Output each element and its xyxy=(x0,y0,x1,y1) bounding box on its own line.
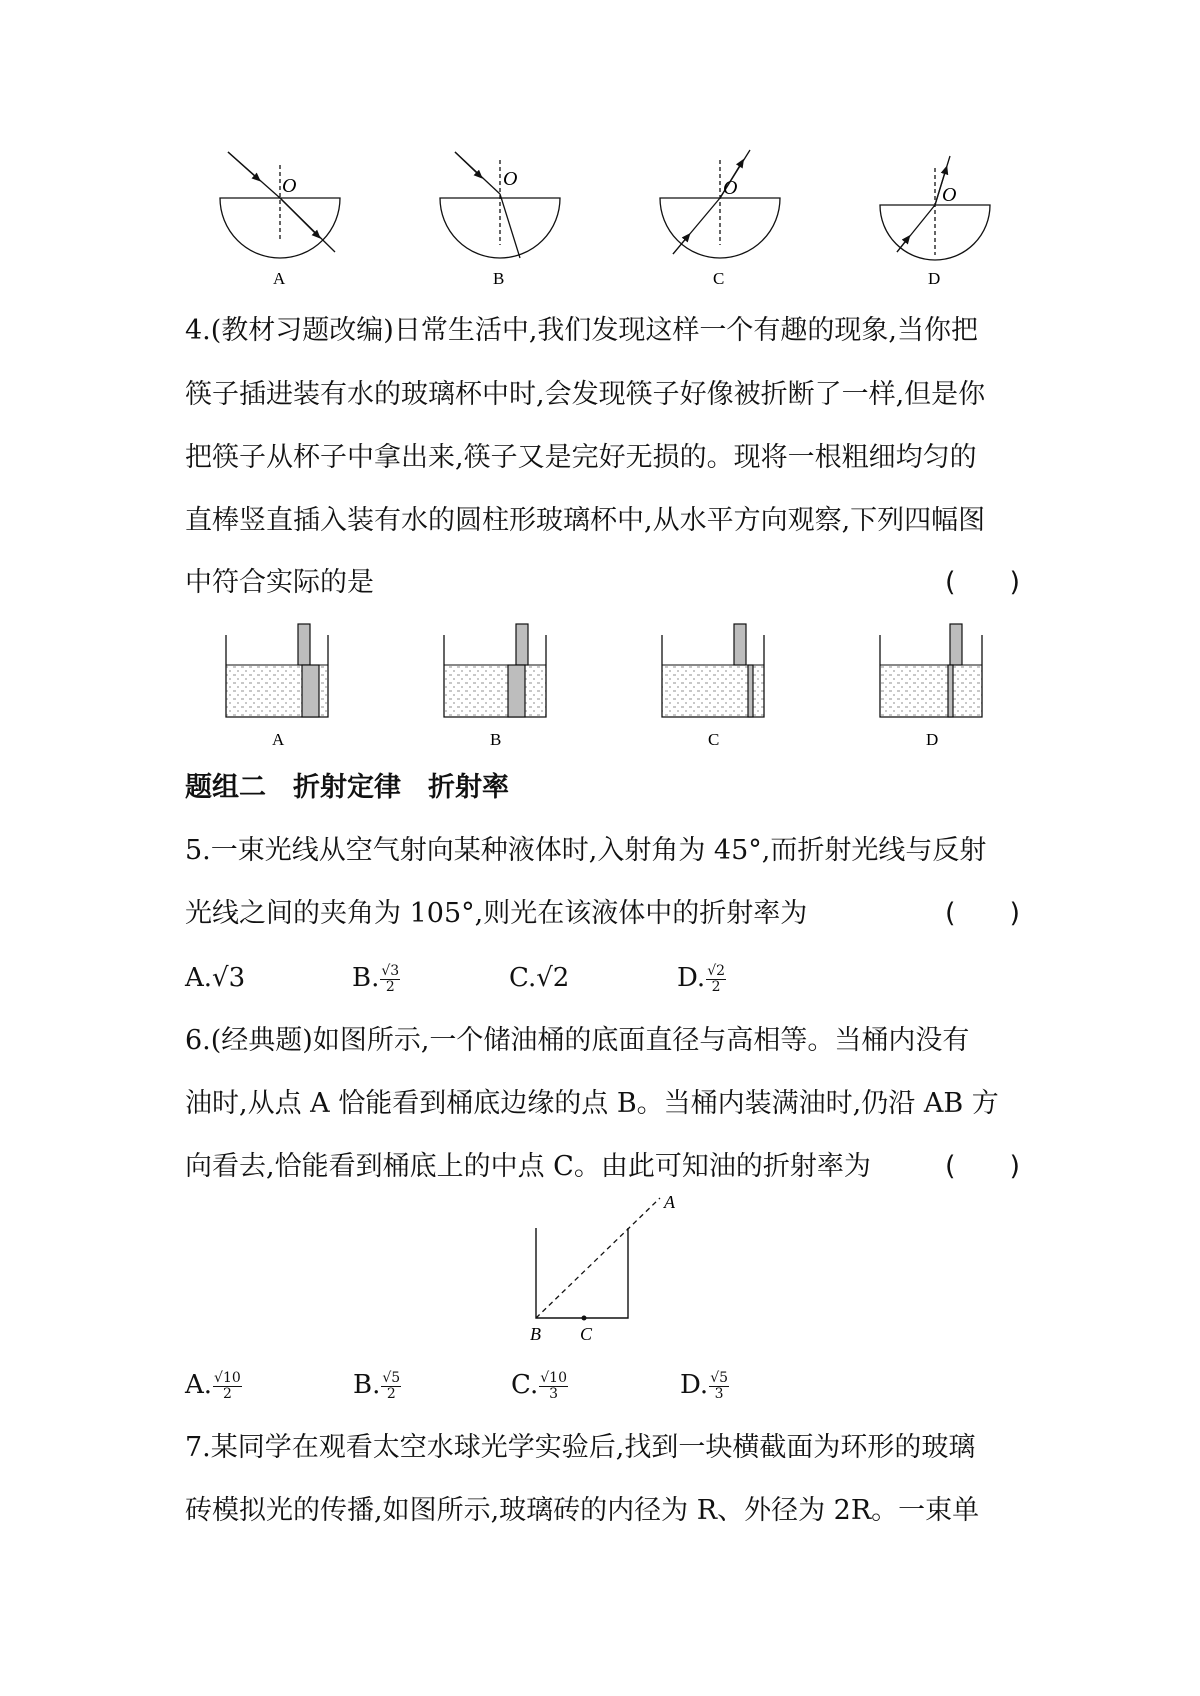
point-o-label-c: O xyxy=(723,177,738,199)
q5-answer-bracket: ( ) xyxy=(945,898,1021,929)
q4-line-5: 中符合实际的是 xyxy=(185,567,374,598)
diagram-label-c: C xyxy=(713,269,725,288)
point-c-label: C xyxy=(580,1324,593,1344)
q7-line-2: 砖模拟光的传播,如图所示,玻璃砖的内径为 R、外径为 2R。一束单 xyxy=(185,1495,980,1526)
q6-option-b: B. $\frac{√5}{2}$ xyxy=(353,1369,401,1402)
point-a-label: A xyxy=(664,1192,675,1212)
rod-diagram-b xyxy=(444,624,546,717)
q6-answer-bracket: ( ) xyxy=(945,1151,1021,1182)
point-o-label-b: O xyxy=(503,168,518,190)
diagram-label-d: D xyxy=(928,269,941,288)
q6-option-a: A. $\frac{√10}{2}$ xyxy=(185,1369,241,1402)
q4-line-2: 筷子插进装有水的玻璃杯中时,会发现筷子好像被折断了一样,但是你 xyxy=(185,379,986,410)
q6-option-c: C. $\frac{√10}{3}$ xyxy=(511,1369,567,1402)
rod-label-b: B xyxy=(490,730,502,745)
q5-option-d: D. $\frac{√2}{2}$ xyxy=(677,962,726,995)
q5-option-c: C.√2 xyxy=(509,963,570,993)
rod-diagram-a xyxy=(226,624,328,717)
rod-label-d: D xyxy=(926,730,939,745)
rod-diagram-d xyxy=(880,624,982,717)
section-heading: 题组二 折射定律 折射率 xyxy=(185,772,509,803)
q5-line-1: 5.一束光线从空气射向某种液体时,入射角为 45°,而折射光线与反射 xyxy=(185,835,987,866)
refraction-diagram-a xyxy=(220,152,340,258)
q5-option-b: B. $\frac{√3}{2}$ xyxy=(352,962,400,995)
refraction-diagram-c xyxy=(660,150,780,258)
q4-line-1: 4.(教材习题改编)日常生活中,我们发现这样一个有趣的现象,当你把 xyxy=(185,315,978,346)
refraction-diagram-b xyxy=(440,152,560,258)
q6-line-1: 6.(经典题)如图所示,一个储油桶的底面直径与高相等。当桶内没有 xyxy=(185,1025,970,1056)
diagram-label-a: A xyxy=(273,269,286,288)
q7-line-1: 7.某同学在观看太空水球光学实验后,找到一块横截面为环形的玻璃 xyxy=(185,1432,976,1463)
rod-in-water-figures xyxy=(0,615,1200,745)
q6-line-3: 向看去,恰能看到桶底上的中点 C。由此可知油的折射率为 xyxy=(185,1151,871,1182)
point-o-label-a: O xyxy=(282,175,297,197)
q4-line-3: 把筷子从杯子中拿出来,筷子又是完好无损的。现将一根粗细均匀的 xyxy=(185,442,977,473)
oil-barrel-figure xyxy=(0,1185,1200,1345)
point-b-label: B xyxy=(530,1324,541,1344)
q6-option-d: D. $\frac{√5}{3}$ xyxy=(680,1369,729,1402)
q5-option-a: A.√3 xyxy=(185,963,246,993)
q4-line-4: 直棒竖直插入装有水的圆柱形玻璃杯中,从水平方向观察,下列四幅图 xyxy=(185,505,986,536)
rod-label-c: C xyxy=(708,730,720,745)
rod-label-a: A xyxy=(272,730,285,745)
q5-line-2: 光线之间的夹角为 105°,则光在该液体中的折射率为 xyxy=(185,898,808,929)
refraction-diagram-d xyxy=(880,156,990,260)
rod-diagram-c xyxy=(662,624,764,717)
q6-line-2: 油时,从点 A 恰能看到桶底边缘的点 B。当桶内装满油时,仍沿 AB 方 xyxy=(185,1088,999,1119)
q4-answer-bracket: ( ) xyxy=(945,567,1021,598)
diagram-label-b: B xyxy=(493,269,505,288)
point-o-label-d: O xyxy=(942,184,957,206)
refraction-figures xyxy=(0,140,1200,290)
